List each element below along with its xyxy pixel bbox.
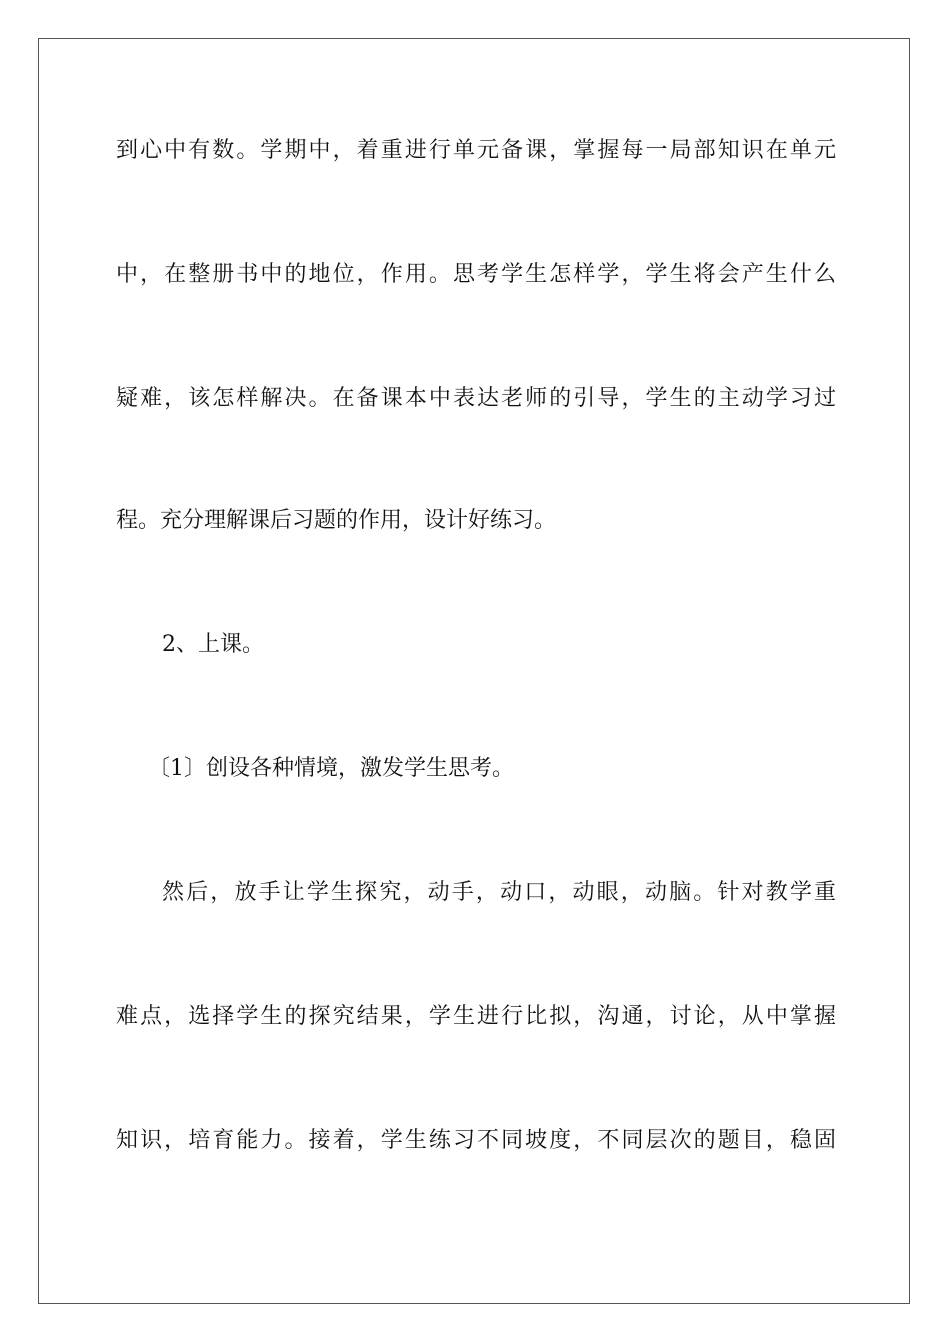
paragraph-line-5: 然后，放手让学生探究，动手，动口，动眼，动脑。针对教学重 (162, 880, 836, 905)
paragraph-line-3: 疑难，该怎样解决。在备课本中表达老师的引导，学生的主动学习过 (116, 386, 836, 411)
paragraph-line-7: 知识，培育能力。接着，学生练习不同坡度，不同层次的题目，稳固 (116, 1128, 836, 1153)
page-border (38, 38, 910, 1304)
paragraph-line-4: 程。充分理解课后习题的作用，设计好练习。 (116, 508, 557, 533)
section-heading-class: 2、上课。 (162, 632, 264, 657)
paragraph-line-6: 难点，选择学生的探究结果，学生进行比拟，沟通，讨论，从中掌握 (116, 1004, 836, 1029)
subsection-heading-1: 〔1〕创设各种情境，激发学生思考。 (148, 756, 514, 781)
paragraph-line-1: 到心中有数。学期中，着重进行单元备课，掌握每一局部知识在单元 (116, 138, 836, 163)
paragraph-line-2: 中，在整册书中的地位，作用。思考学生怎样学，学生将会产生什么 (116, 262, 836, 287)
